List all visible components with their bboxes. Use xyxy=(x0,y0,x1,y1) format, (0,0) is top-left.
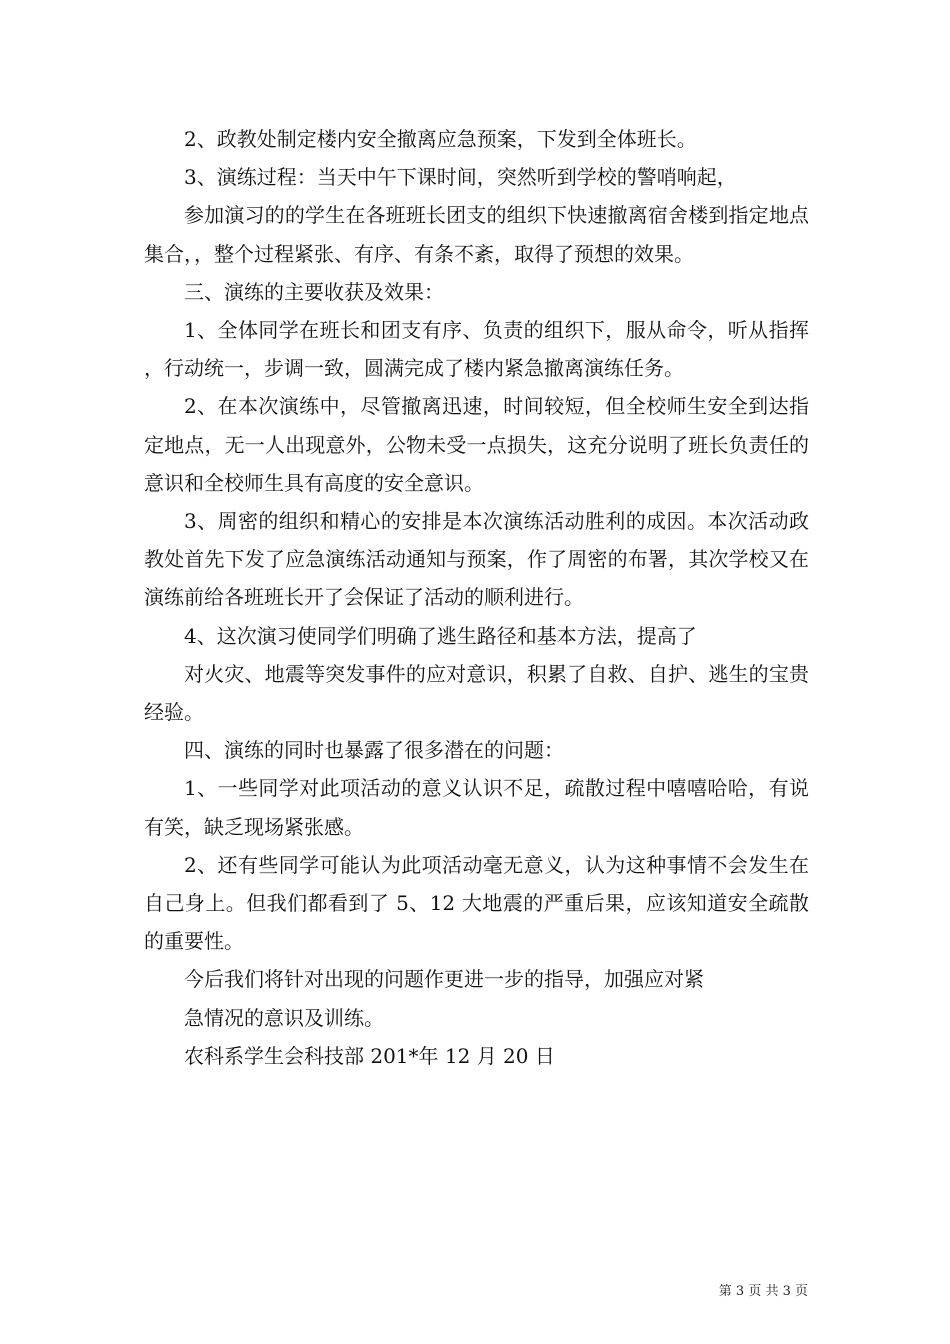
paragraph-problem-2: 2、还有些同学可能认为此项活动毫无意义，认为这种事情不会发生在自己身上。但我们都看到了 5、12 大地震的严重后果，应该知道安全疏散的重要性。 xyxy=(144,852,809,954)
paragraph-result-3: 3、周密的组织和精心的安排是本次演练活动胜利的成因。本次活动政教处首先下发了应急演练活动通知与预案，作了周密的布署，其次学校又在演练前给各班班长开了会保证了活动的顺利进行。 xyxy=(144,509,809,610)
paragraph-process-detail: 参加演习的的学生在各班班长团支的组织下快速撤离宿舍楼到指定地点集合，，整个过程紧张、有序、有条不紊，取得了预想的效果。 xyxy=(144,203,809,266)
page-number: 第 3 页 共 3 页 xyxy=(718,1284,808,1299)
paragraph-future-plan-line-2: 急情况的意识及训练。 xyxy=(184,1005,384,1030)
document-body xyxy=(144,120,809,1075)
paragraph-item-3-process: 3、演练过程：当天中午下课时间，突然听到学校的警哨响起， xyxy=(184,165,737,190)
paragraph-result-4: 4、这次演习使同学们明确了逃生路径和基本方法，提高了 xyxy=(184,623,697,648)
paragraph-result-1: 1、全体同学在班长和团支有序、负责的组织下，服从命令，听从指挥，行动统一，步调一致，圆满完成了楼内紧急撤离演练任务。 xyxy=(144,318,809,381)
paragraph-future-plan-line-1: 今后我们将针对出现的问题作更进一步的指导，加强应对紧 xyxy=(184,967,704,992)
paragraph-result-4-continued: 对火灾、地震等突发事件的应对意识，积累了自救、自护、逃生的宝贵经验。 xyxy=(144,661,809,725)
section-heading-3: 三、演练的主要收获及效果： xyxy=(184,279,444,304)
section-heading-4: 四、演练的同时也暴露了很多潜在的问题： xyxy=(184,738,564,763)
paragraph-problem-1: 1、一些同学对此项活动的意义认识不足，疏散过程中嘻嘻哈哈，有说有笑，缺乏现场紧张感。 xyxy=(144,776,809,839)
paragraph-result-2: 2、在本次演练中，尽管撤离迅速，时间较短，但全校师生安全到达指定地点，无一人出现意外，公物未受一点损失，这充分说明了班长负责任的意识和全校师生具有高度的安全意识。 xyxy=(144,394,809,495)
signature-date: 农科系学生会科技部 201*年 12 月 20 日 xyxy=(184,1043,555,1068)
paragraph-item-2: 2、政教处制定楼内安全撤离应急预案，下发到全体班长。 xyxy=(184,127,697,151)
